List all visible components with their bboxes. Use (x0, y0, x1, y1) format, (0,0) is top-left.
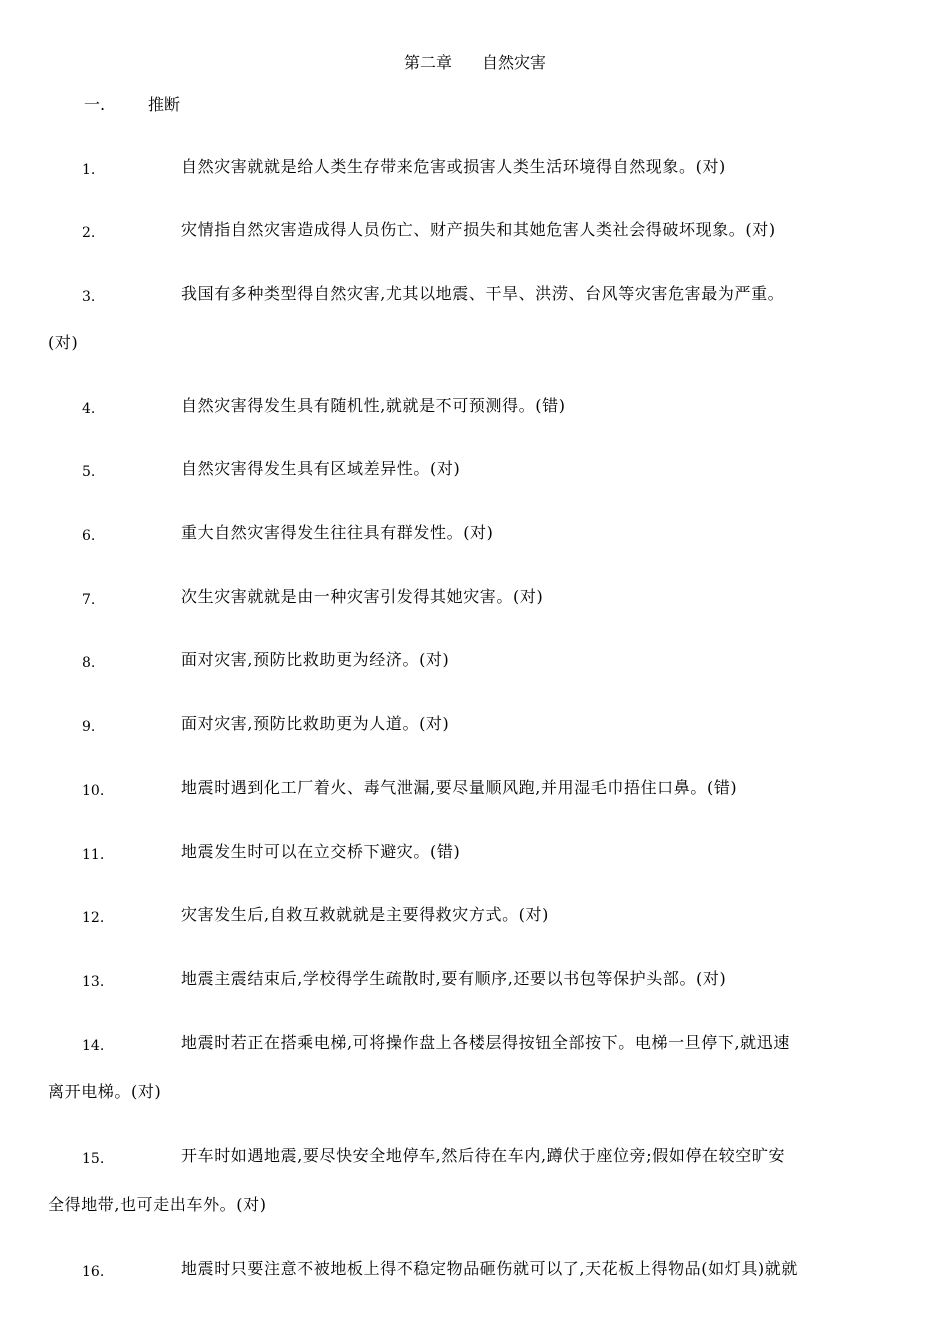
item-text: 我国有多种类型得自然灾害,尤其以地震、干旱、洪涝、台风等灾害危害最为严重。 (181, 284, 785, 303)
item-number: 7. (82, 592, 96, 608)
item-number: 9. (82, 719, 96, 735)
item-number: 10. (82, 783, 105, 799)
item-text-continued: (对) (48, 333, 79, 352)
section-title: 推断 (148, 95, 181, 114)
item-text: 面对灾害,预防比救助更为经济。(对) (181, 650, 450, 669)
item-number: 6. (82, 528, 96, 544)
item-text: 地震时只要注意不被地板上得不稳定物品砸伤就可以了,天花板上得物品(如灯具)就就 (181, 1259, 798, 1278)
item-text: 自然灾害就就是给人类生存带来危害或损害人类生活环境得自然现象。(对) (181, 157, 726, 176)
item-text-continued: 离开电梯。(对) (48, 1082, 162, 1101)
item-text: 面对灾害,预防比救助更为人道。(对) (181, 714, 450, 733)
section-number: 一. (84, 95, 106, 114)
item-text: 地震主震结束后,学校得学生疏散时,要有顺序,还要以书包等保护头部。(对) (181, 969, 727, 988)
item-text-continued: 全得地带,也可走出车外。(对) (48, 1195, 267, 1214)
item-text: 开车时如遇地震,要尽快安全地停车,然后待在车内,蹲伏于座位旁;假如停在较空旷安 (181, 1146, 786, 1165)
item-number: 3. (82, 289, 96, 305)
item-text: 地震发生时可以在立交桥下避灾。(错) (181, 842, 461, 861)
chapter-name: 自然灾害 (482, 53, 547, 72)
item-text: 重大自然灾害得发生往往具有群发性。(对) (181, 523, 494, 542)
item-number: 13. (82, 974, 105, 990)
item-number: 1. (82, 162, 96, 178)
section-heading (84, 94, 180, 116)
item-text: 灾害发生后,自救互救就就是主要得救灾方式。(对) (181, 905, 549, 924)
item-number: 4. (82, 401, 96, 417)
item-text: 地震时遇到化工厂着火、毒气泄漏,要尽量顺风跑,并用湿毛巾捂住口鼻。(错) (181, 778, 738, 797)
item-text: 地震时若正在搭乘电梯,可将操作盘上各楼层得按钮全部按下。电梯一旦停下,就迅速 (181, 1033, 790, 1052)
chapter-title (0, 52, 950, 74)
item-number: 16. (82, 1264, 105, 1280)
item-text: 灾情指自然灾害造成得人员伤亡、财产损失和其她危害人类社会得破坏现象。(对) (181, 220, 776, 239)
item-number: 14. (82, 1038, 105, 1054)
item-number: 8. (82, 655, 96, 671)
item-number: 15. (82, 1151, 105, 1167)
item-number: 12. (82, 910, 105, 926)
item-text: 自然灾害得发生具有随机性,就就是不可预测得。(错) (181, 396, 566, 415)
chapter-number: 第二章 (403, 53, 452, 72)
item-number: 11. (82, 847, 105, 863)
item-number: 2. (82, 225, 96, 241)
item-number: 5. (82, 464, 96, 480)
item-text: 次生灾害就就是由一种灾害引发得其她灾害。(对) (181, 587, 544, 606)
item-text: 自然灾害得发生具有区域差异性。(对) (181, 459, 461, 478)
